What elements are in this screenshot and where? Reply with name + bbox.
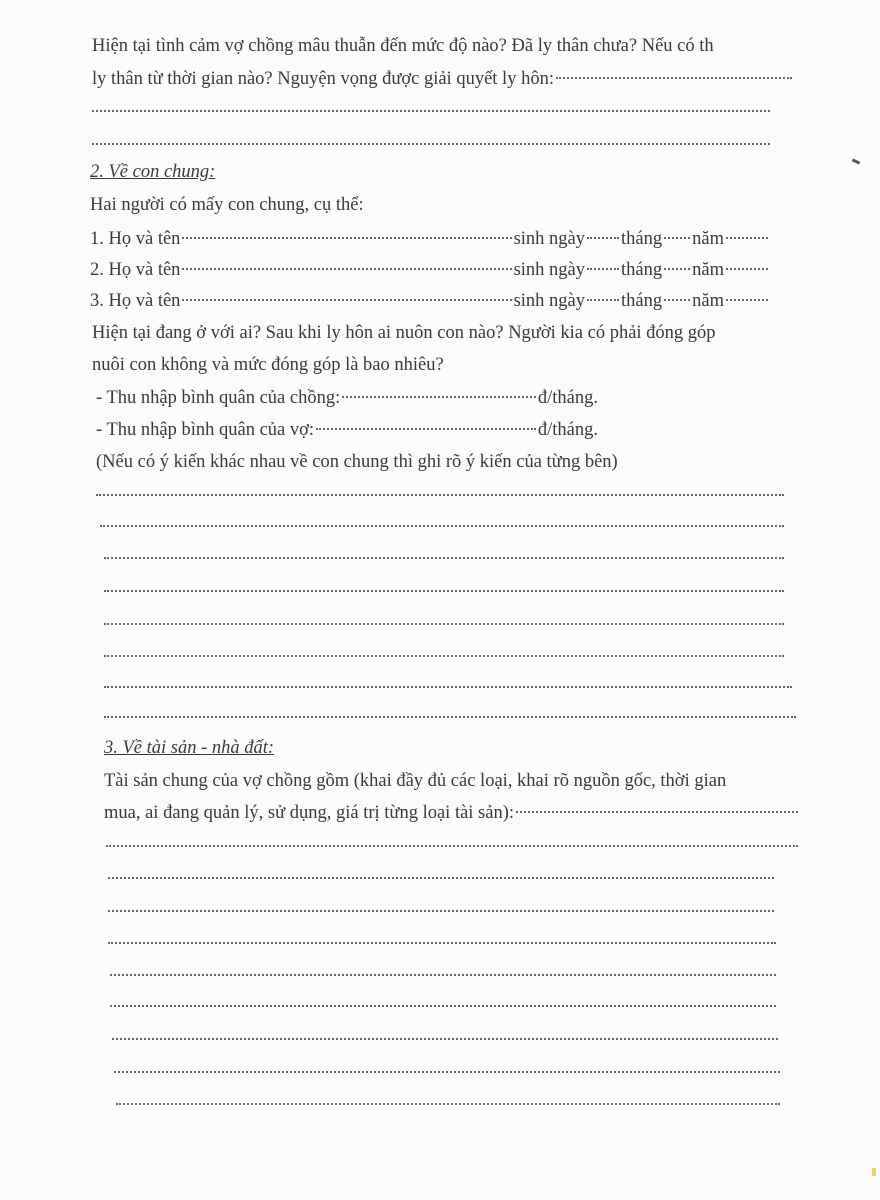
blank-line[interactable] <box>92 110 770 112</box>
child-3-day-field[interactable] <box>587 299 619 301</box>
marital-question-line-2: ly thân từ thời gian nào? Nguyện vọng được giải quyết ly hôn: <box>92 67 794 91</box>
blank-line[interactable] <box>114 1071 780 1073</box>
income-husband-field[interactable] <box>342 396 536 398</box>
child-row-2: 2. Họ và tên sinh ngày tháng năm <box>90 258 770 282</box>
property-line-2: mua, ai đang quản lý, sử dụng, giá trị từng loại tài sản): <box>104 801 800 825</box>
divorce-wish-field[interactable] <box>556 77 792 79</box>
custody-question-line-1: Hiện tại đang ở với ai? Sau khi ly hôn ai nuôn con nào? Người kia có phải đóng góp <box>92 323 716 343</box>
child-2-year-field[interactable] <box>726 268 768 270</box>
children-note: (Nếu có ý kiến khác nhau về con chung thì ghi rõ ý kiến của từng bên) <box>96 452 618 472</box>
blank-line[interactable] <box>108 877 774 879</box>
marital-question-line-1: Hiện tại tình cảm vợ chồng mâu thuẫn đến mức độ nào? Đã ly thân chưa? Nếu có th <box>92 36 714 56</box>
child-row-1: 1. Họ và tên sinh ngày tháng năm <box>90 227 770 251</box>
income-wife-row: - Thu nhập bình quân của vợ: đ/tháng. <box>96 420 598 440</box>
child-3-month-field[interactable] <box>664 299 690 301</box>
blank-line[interactable] <box>110 974 776 976</box>
child-2-name-field[interactable] <box>182 268 511 270</box>
section-heading-property: 3. Về tài sản - nhà đất: <box>104 738 275 758</box>
blank-line[interactable] <box>104 655 784 657</box>
blank-line[interactable] <box>106 845 798 847</box>
blank-line[interactable] <box>104 686 792 688</box>
scan-speck <box>872 1168 876 1176</box>
custody-question-line-2: nuôi con không và mức đóng góp là bao nhiêu? <box>92 355 444 375</box>
scan-speck <box>852 158 861 164</box>
blank-line[interactable] <box>108 942 776 944</box>
blank-line[interactable] <box>104 716 796 718</box>
property-field[interactable] <box>516 811 798 813</box>
blank-line[interactable] <box>92 143 770 145</box>
blank-line[interactable] <box>100 525 784 527</box>
child-1-year-field[interactable] <box>726 237 768 239</box>
section-heading-children: 2. Về con chung: <box>90 162 216 182</box>
blank-line[interactable] <box>116 1103 780 1105</box>
child-1-name-field[interactable] <box>182 237 511 239</box>
blank-line[interactable] <box>96 494 784 496</box>
child-3-year-field[interactable] <box>726 299 768 301</box>
child-2-day-field[interactable] <box>587 268 619 270</box>
blank-line[interactable] <box>110 1005 776 1007</box>
child-1-day-field[interactable] <box>587 237 619 239</box>
blank-line[interactable] <box>112 1038 778 1040</box>
child-2-month-field[interactable] <box>664 268 690 270</box>
child-3-name-field[interactable] <box>182 299 511 301</box>
blank-line[interactable] <box>104 557 784 559</box>
child-1-month-field[interactable] <box>664 237 690 239</box>
children-intro: Hai người có mấy con chung, cụ thể: <box>90 195 364 215</box>
income-husband-row: - Thu nhập bình quân của chồng: đ/tháng. <box>96 388 598 408</box>
blank-line[interactable] <box>104 590 784 592</box>
blank-line[interactable] <box>104 623 784 625</box>
child-row-3: 3. Họ và tên sinh ngày tháng năm <box>90 289 770 313</box>
property-line-1: Tài sản chung của vợ chồng gồm (khai đầy đủ các loại, khai rõ nguồn gốc, thời gian <box>104 771 727 791</box>
income-wife-field[interactable] <box>316 428 536 430</box>
blank-line[interactable] <box>108 910 774 912</box>
